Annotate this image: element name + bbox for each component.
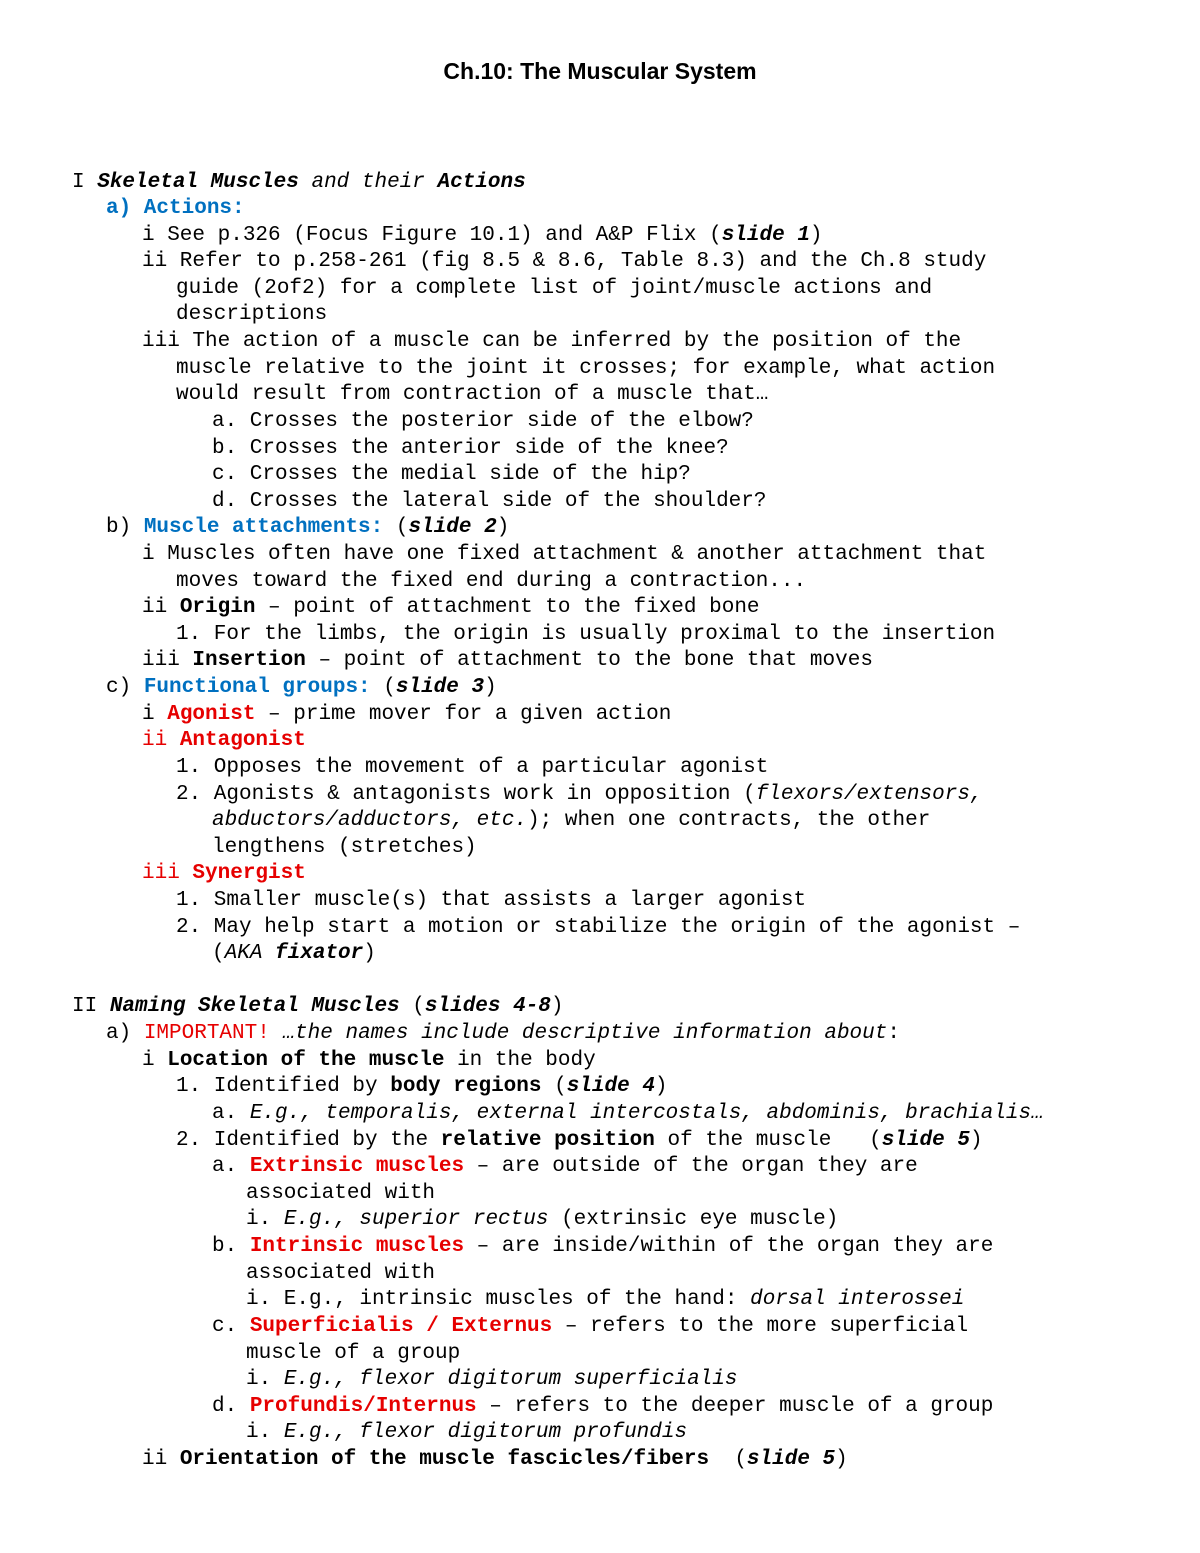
outline-line: [246, 1420, 687, 1446]
outline-line: [212, 1394, 993, 1420]
text-run: iii The action of a muscle can be inferred by the position of the: [142, 330, 962, 353]
text-run: slides 4-8: [424, 995, 551, 1018]
text-run: 1. Opposes the movement of a particular agonist: [176, 756, 769, 779]
text-run: slide 5: [881, 1129, 970, 1152]
text-run: – are inside/within of the organ they are: [464, 1235, 994, 1258]
text-run: ): [654, 1075, 668, 1098]
text-run: i: [142, 703, 168, 726]
text-run: slide 3: [395, 676, 485, 699]
text-run: iii: [142, 862, 193, 885]
outline-line: [142, 702, 671, 728]
text-run: Skeletal Muscles: [97, 171, 299, 194]
text-run: (: [383, 516, 409, 539]
text-run: – point of attachment to the bone that moves: [305, 649, 873, 672]
outline-line: [212, 462, 691, 488]
text-run: – refers to the more superficial: [552, 1315, 969, 1338]
text-run: a) Actions:: [106, 197, 245, 220]
outline-line: [106, 515, 509, 541]
text-run: c): [106, 676, 144, 699]
outline-line: [142, 329, 961, 355]
outline-line: [212, 489, 767, 515]
text-run: ): [809, 224, 823, 247]
text-run: muscle of a group: [246, 1342, 461, 1365]
text-run: abductors/adductors, etc.: [212, 809, 528, 832]
outline-line: [142, 728, 306, 754]
outline-line: [212, 436, 729, 462]
text-run: – point of attachment to the fixed bone: [255, 596, 760, 619]
text-run: a.: [212, 1102, 250, 1125]
text-run: I: [72, 171, 98, 194]
text-run: 2. Agonists & antagonists work in opposition (: [176, 783, 756, 806]
outline-line: [176, 755, 768, 781]
text-run: [262, 942, 275, 965]
text-run: c.: [212, 1315, 250, 1338]
outline-line: [212, 808, 930, 834]
text-run: AKA: [224, 942, 263, 965]
text-run: (: [541, 1075, 567, 1098]
text-run: ): [496, 516, 510, 539]
text-run: i Muscles often have one fixed attachment & another attachment that: [142, 543, 987, 566]
text-run: 1. Identified by: [176, 1075, 391, 1098]
outline-line: [142, 1048, 596, 1074]
text-run: d. Crosses the lateral side of the shoulder?: [212, 490, 767, 513]
outline-line: [142, 223, 823, 249]
text-run: 1. For the limbs, the origin is usually proximal to the insertion: [176, 623, 996, 646]
text-run: [270, 1022, 283, 1045]
text-run: c. Crosses the medial side of the hip?: [212, 463, 691, 486]
outline-line: [72, 994, 564, 1020]
text-run: ): [835, 1448, 848, 1471]
text-run: fixator: [275, 942, 364, 965]
text-run: a. Crosses the posterior side of the elbow?: [212, 410, 754, 433]
text-run: Profundis/Internus: [249, 1395, 477, 1418]
text-run: flexors/extensors,: [755, 783, 983, 806]
text-run: b): [106, 516, 144, 539]
outline-line: [212, 1101, 1044, 1127]
outline-line: [72, 170, 526, 196]
text-run: …the names include descriptive information about: [282, 1022, 888, 1045]
outline-line: [142, 1447, 848, 1473]
outline-line: [142, 249, 986, 275]
text-run: IMPORTANT!: [143, 1022, 270, 1045]
text-run: Agonist: [167, 703, 256, 726]
text-run: (: [212, 942, 225, 965]
outline-line: [212, 1234, 993, 1260]
outline-line: [142, 648, 873, 674]
outline-line: [142, 595, 760, 621]
text-run: i.: [246, 1368, 284, 1391]
text-run: moves toward the fixed end during a contraction...: [176, 570, 807, 593]
text-run: d.: [212, 1395, 250, 1418]
outline-line: [106, 675, 497, 701]
outline-line: [246, 1367, 738, 1393]
outline-line: [246, 1181, 435, 1207]
text-run: i.: [246, 1421, 284, 1444]
text-run: would result from contraction of a muscle that…: [176, 383, 769, 406]
text-run: 2. Identified by the: [176, 1129, 441, 1152]
text-run: (extrinsic eye muscle): [548, 1208, 839, 1231]
outline-line: [142, 861, 306, 887]
text-run: (: [399, 995, 425, 1018]
outline-line: [176, 622, 995, 648]
text-run: of the muscle (: [654, 1129, 882, 1152]
text-run: and their: [298, 171, 438, 194]
text-run: (: [709, 1448, 747, 1471]
text-run: i.: [246, 1208, 284, 1231]
text-run: Insertion: [192, 649, 306, 672]
outline-line: [106, 196, 245, 222]
text-run: i. E.g., intrinsic muscles of the hand:: [246, 1288, 751, 1311]
text-run: associated with: [246, 1182, 436, 1205]
text-run: a): [106, 1022, 144, 1045]
text-run: muscle relative to the joint it crosses; for example, what action: [176, 357, 996, 380]
text-run: ii Refer to p.258-261 (fig 8.5 & 8.6, Table 8.3) and the Ch.8 study: [142, 250, 987, 273]
text-run: in the body: [444, 1049, 596, 1072]
outline-line: [176, 569, 806, 595]
text-run: Muscle attachments:: [143, 516, 384, 539]
outline-line: [106, 1021, 900, 1047]
outline-line: [212, 409, 754, 435]
text-run: body regions: [390, 1075, 542, 1098]
outline-line: [176, 276, 932, 302]
text-run: Superficialis / Externus: [249, 1315, 553, 1338]
outline-line: [176, 356, 995, 382]
text-run: b.: [212, 1235, 250, 1258]
text-run: lengthens (stretches): [212, 836, 477, 859]
outline-line: [176, 1074, 668, 1100]
text-run: iii: [142, 649, 193, 672]
text-run: ); when one contracts, the other: [527, 809, 931, 832]
text-run: ): [363, 942, 376, 965]
text-run: slide 5: [746, 1448, 836, 1471]
text-run: II: [72, 995, 110, 1018]
outline-line: [212, 1314, 968, 1340]
text-run: Antagonist: [179, 729, 306, 752]
text-run: ): [550, 995, 564, 1018]
text-run: E.g., flexor digitorum profundis: [283, 1421, 688, 1444]
outline-line: [176, 1128, 983, 1154]
text-run: i: [142, 1049, 168, 1072]
text-run: Naming Skeletal Muscles: [109, 995, 400, 1018]
text-run: ): [969, 1129, 983, 1152]
text-run: a.: [212, 1155, 250, 1178]
text-run: Location of the muscle: [167, 1049, 445, 1072]
outline-line: [246, 1261, 435, 1287]
outline-line: [212, 941, 376, 967]
text-run: – are outside of the organ they are: [464, 1155, 918, 1178]
outline-line: [176, 302, 327, 328]
text-run: ii: [142, 729, 180, 752]
text-run: ii: [142, 1448, 180, 1471]
outline-line: [142, 542, 986, 568]
text-run: (: [370, 676, 396, 699]
outline-line: [176, 915, 1020, 941]
text-run: Orientation of the muscle fascicles/fibers: [179, 1448, 710, 1471]
text-run: E.g., flexor digitorum superficialis: [283, 1368, 738, 1391]
text-run: dorsal interossei: [750, 1288, 965, 1311]
text-run: – refers to the deeper muscle of a group: [476, 1395, 994, 1418]
text-run: – prime mover for a given action: [255, 703, 672, 726]
text-run: Actions: [437, 171, 526, 194]
text-run: slide 2: [408, 516, 497, 539]
outline-line: [176, 782, 983, 808]
outline-line: [176, 382, 768, 408]
outline-line: [246, 1287, 964, 1313]
text-run: ): [484, 676, 497, 699]
text-run: 1. Smaller muscle(s) that assists a larger agonist: [176, 889, 807, 912]
outline-line: [212, 1154, 918, 1180]
text-run: E.g., superior rectus: [283, 1208, 549, 1231]
text-run: E.g., temporalis, external intercostals, abdominis, brachialis…: [249, 1102, 1044, 1125]
text-run: descriptions: [176, 303, 328, 326]
text-run: Functional groups:: [143, 676, 371, 699]
text-run: slide 4: [566, 1075, 655, 1098]
text-run: ii: [142, 596, 180, 619]
text-run: slide 1: [721, 224, 810, 247]
text-run: Intrinsic muscles: [249, 1235, 465, 1258]
text-run: associated with: [246, 1262, 436, 1285]
text-run: b. Crosses the anterior side of the knee?: [212, 437, 729, 460]
outline-line: [246, 1341, 460, 1367]
text-run: Origin: [179, 596, 256, 619]
outline-line: [176, 888, 806, 914]
text-run: :: [887, 1022, 900, 1045]
text-run: i See p.326 (Focus Figure 10.1) and A&P Flix (: [142, 224, 722, 247]
outline-line: [246, 1207, 838, 1233]
text-run: 2. May help start a motion or stabilize the origin of the agonist –: [176, 916, 1021, 939]
text-run: guide (2of2) for a complete list of joint/muscle actions and: [176, 277, 933, 300]
outline-line: [212, 835, 477, 861]
text-run: Synergist: [192, 862, 306, 885]
page-title: Ch.10: The Muscular System: [443, 58, 757, 84]
text-run: relative position: [440, 1129, 655, 1152]
text-run: Extrinsic muscles: [249, 1155, 465, 1178]
